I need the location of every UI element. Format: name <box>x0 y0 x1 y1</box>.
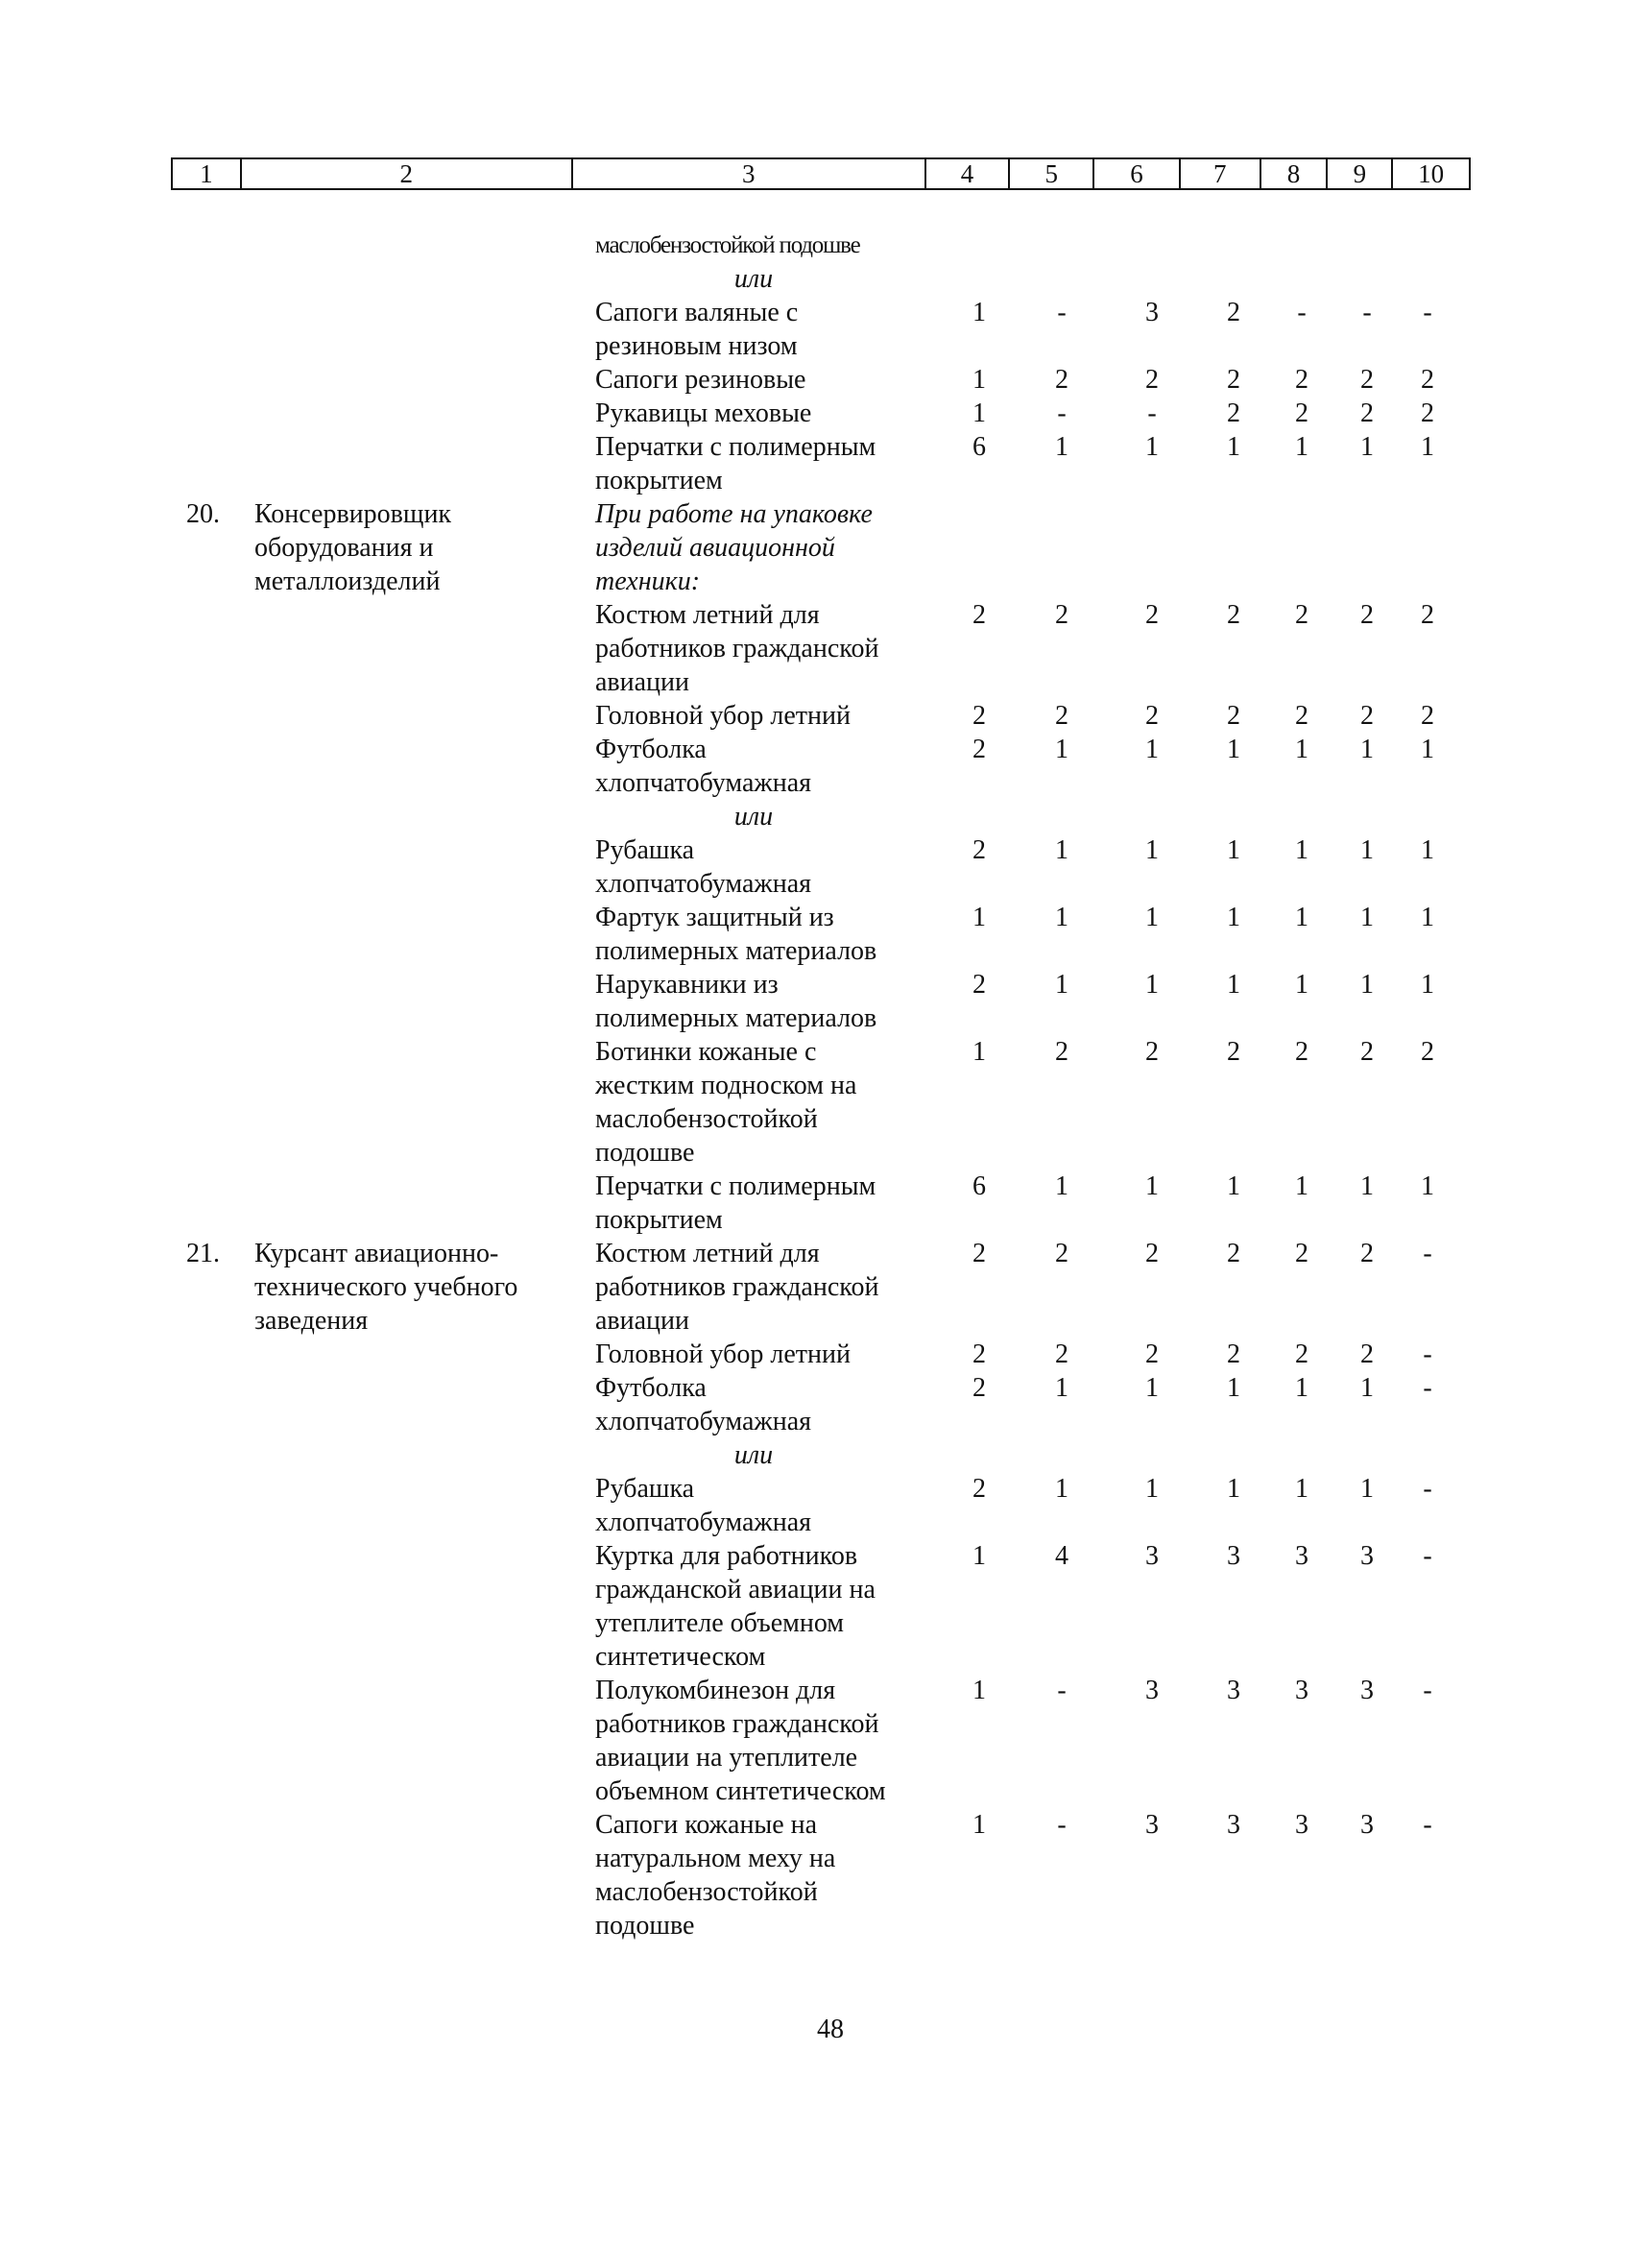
value-col-9: 2 <box>1360 1239 1374 1268</box>
item-name-line: хлопчатобумажная <box>595 869 812 899</box>
value-col-4: 1 <box>972 365 986 395</box>
header-col-3: 3 <box>573 159 926 188</box>
value-col-9: 2 <box>1360 365 1374 395</box>
value-col-9: 1 <box>1360 1474 1374 1504</box>
item-name-line: утеплителе объемном <box>595 1608 845 1638</box>
value-col-6: 2 <box>1145 365 1159 395</box>
value-col-6: 1 <box>1145 735 1159 764</box>
value-col-9: 1 <box>1360 432 1374 462</box>
item-name-line: техники: <box>595 567 701 596</box>
item-name-line: покрытием <box>595 1205 723 1235</box>
value-col-7: 1 <box>1227 1474 1240 1504</box>
value-col-9: 2 <box>1360 600 1374 630</box>
value-col-5: - <box>1057 1810 1067 1840</box>
item-name-line: авиации <box>595 667 690 697</box>
value-col-10: 1 <box>1421 903 1434 932</box>
item-name-line: гражданской авиации на <box>595 1575 876 1604</box>
value-col-4: 1 <box>972 298 986 327</box>
value-col-6: 3 <box>1145 1810 1159 1840</box>
item-name-line: объемном синтетическом <box>595 1776 886 1806</box>
value-col-4: 2 <box>972 1474 986 1504</box>
item-name-line: Сапоги кожаные на <box>595 1810 818 1840</box>
item-name-line: натуральном меху на <box>595 1844 836 1873</box>
value-col-6: 3 <box>1145 1541 1159 1571</box>
value-col-8: 2 <box>1295 1239 1308 1268</box>
value-col-5: 1 <box>1055 1474 1068 1504</box>
value-col-9: 3 <box>1360 1810 1374 1840</box>
value-col-5: 1 <box>1055 903 1068 932</box>
value-col-6: 2 <box>1145 1239 1159 1268</box>
value-col-5: - <box>1057 1676 1067 1705</box>
value-col-8: 2 <box>1295 398 1308 428</box>
profession-line: металлоизделий <box>254 567 441 596</box>
value-col-10: - <box>1423 1239 1432 1268</box>
value-col-8: 1 <box>1295 1171 1308 1201</box>
profession-line: Курсант авиационно- <box>254 1239 499 1268</box>
value-col-5: 1 <box>1055 1171 1068 1201</box>
value-col-10: 2 <box>1421 398 1434 428</box>
item-name-line: изделий авиационной <box>595 533 835 563</box>
value-col-8: - <box>1297 298 1307 327</box>
item-name-line: авиации на утеплителе <box>595 1743 858 1773</box>
item-name-line: Нарукавники из <box>595 970 779 1000</box>
value-col-4: 1 <box>972 1541 986 1571</box>
value-col-5: 2 <box>1055 701 1068 731</box>
value-col-5: 1 <box>1055 1373 1068 1403</box>
item-name-line: Головной убор летний <box>595 701 851 731</box>
value-col-5: 1 <box>1055 835 1068 865</box>
value-col-4: 2 <box>972 970 986 1000</box>
value-col-4: 1 <box>972 1037 986 1067</box>
value-col-4: 1 <box>972 1810 986 1840</box>
value-col-5: 2 <box>1055 600 1068 630</box>
header-col-8: 8 <box>1261 159 1329 188</box>
value-col-7: 2 <box>1227 1239 1240 1268</box>
value-col-7: 1 <box>1227 1373 1240 1403</box>
item-name-line: покрытием <box>595 466 723 495</box>
value-col-6: 1 <box>1145 1474 1159 1504</box>
value-col-7: 3 <box>1227 1810 1240 1840</box>
header-col-7: 7 <box>1181 159 1261 188</box>
value-col-8: 3 <box>1295 1676 1308 1705</box>
item-name-line: Ботинки кожаные с <box>595 1037 817 1067</box>
value-col-7: 2 <box>1227 600 1240 630</box>
value-col-6: 1 <box>1145 1171 1159 1201</box>
value-col-9: 2 <box>1360 1037 1374 1067</box>
item-name-line: Перчатки с полимерным <box>595 432 876 462</box>
item-name-line: Перчатки с полимерным <box>595 1171 876 1201</box>
value-col-9: - <box>1362 298 1372 327</box>
value-col-7: 2 <box>1227 298 1240 327</box>
value-col-6: 1 <box>1145 432 1159 462</box>
value-col-8: 2 <box>1295 600 1308 630</box>
value-col-7: 1 <box>1227 432 1240 462</box>
value-col-8: 1 <box>1295 903 1308 932</box>
item-name-line: полимерных материалов <box>595 1003 877 1033</box>
value-col-9: 2 <box>1360 398 1374 428</box>
value-col-4: 2 <box>972 701 986 731</box>
value-col-5: 1 <box>1055 735 1068 764</box>
profession-line: технического учебного <box>254 1272 518 1302</box>
item-name-line: маслобензостойкой <box>595 1104 818 1134</box>
value-col-6: 3 <box>1145 298 1159 327</box>
item-name-line: хлопчатобумажная <box>595 1407 812 1436</box>
header-col-5: 5 <box>1010 159 1094 188</box>
value-col-6: 3 <box>1145 1676 1159 1705</box>
value-col-4: 6 <box>972 432 986 462</box>
value-col-7: 2 <box>1227 1037 1240 1067</box>
item-name-line: подошве <box>595 1138 695 1168</box>
value-col-9: 2 <box>1360 1339 1374 1369</box>
value-col-4: 1 <box>972 398 986 428</box>
value-col-10: 1 <box>1421 970 1434 1000</box>
profession-line: оборудования и <box>254 533 434 563</box>
value-col-4: 2 <box>972 835 986 865</box>
header-col-9: 9 <box>1328 159 1393 188</box>
header-col-10: 10 <box>1418 158 1445 188</box>
item-name-line: Головной убор летний <box>595 1339 851 1369</box>
value-col-9: 3 <box>1360 1541 1374 1571</box>
item-name-line: Сапоги резиновые <box>595 365 806 395</box>
value-col-4: 2 <box>972 600 986 630</box>
value-col-6: 1 <box>1145 903 1159 932</box>
value-col-8: 1 <box>1295 835 1308 865</box>
value-col-8: 1 <box>1295 970 1308 1000</box>
value-col-7: 1 <box>1227 903 1240 932</box>
value-col-7: 2 <box>1227 701 1240 731</box>
item-name-line: Футболка <box>595 1373 707 1403</box>
item-name-line: жестким подноском на <box>595 1071 857 1100</box>
value-col-7: 2 <box>1227 365 1240 395</box>
value-col-5: - <box>1057 298 1067 327</box>
value-col-5: 2 <box>1055 1037 1068 1067</box>
value-col-4: 2 <box>972 1239 986 1268</box>
value-col-10: 2 <box>1421 1037 1434 1067</box>
value-col-9: 2 <box>1360 701 1374 731</box>
value-col-4: 2 <box>972 735 986 764</box>
value-col-4: 2 <box>972 1339 986 1369</box>
value-col-9: 1 <box>1360 970 1374 1000</box>
or-label: или <box>733 802 774 832</box>
value-col-10: 2 <box>1421 600 1434 630</box>
value-col-7: 1 <box>1227 1171 1240 1201</box>
item-name-line: полимерных материалов <box>595 936 877 966</box>
value-col-5: - <box>1057 398 1067 428</box>
value-col-4: 2 <box>972 1373 986 1403</box>
value-col-6: 2 <box>1145 600 1159 630</box>
item-name-line: работников гражданской <box>595 1272 879 1302</box>
value-col-10: 1 <box>1421 735 1434 764</box>
header-col-6: 6 <box>1094 159 1181 188</box>
value-col-10: - <box>1423 1810 1432 1840</box>
item-name-line: синтетическом <box>595 1642 766 1672</box>
value-col-5: 2 <box>1055 1239 1068 1268</box>
value-col-10: 1 <box>1421 432 1434 462</box>
value-col-7: 2 <box>1227 398 1240 428</box>
page-number: 48 <box>817 2015 844 2044</box>
item-name-line: Рубашка <box>595 1474 695 1504</box>
value-col-9: 1 <box>1360 835 1374 865</box>
item-name-line: хлопчатобумажная <box>595 1508 812 1537</box>
value-col-10: - <box>1423 1541 1432 1571</box>
item-name-line: маслобензостойкой <box>595 1877 818 1907</box>
item-name-line: При работе на упаковке <box>595 499 873 529</box>
value-col-6: - <box>1147 398 1157 428</box>
header-col-1: 1 <box>173 159 242 188</box>
value-col-9: 1 <box>1360 735 1374 764</box>
item-name-line: работников гражданской <box>595 634 879 664</box>
or-label: или <box>733 1440 774 1470</box>
item-name-line: Костюм летний для <box>595 1239 820 1268</box>
value-col-10: 2 <box>1421 701 1434 731</box>
item-name-line: хлопчатобумажная <box>595 768 812 798</box>
value-col-6: 2 <box>1145 1339 1159 1369</box>
item-name-line: Рукавицы меховые <box>595 398 812 428</box>
value-col-7: 3 <box>1227 1541 1240 1571</box>
value-col-8: 1 <box>1295 1373 1308 1403</box>
value-col-8: 1 <box>1295 735 1308 764</box>
item-name-line: маслобензостойкой подошве <box>595 232 860 258</box>
item-name-line: Сапоги валяные с <box>595 298 799 327</box>
value-col-10: - <box>1423 1474 1432 1504</box>
row-number: 21. <box>186 1239 220 1268</box>
profession-line: Консервировщик <box>254 499 452 529</box>
value-col-4: 1 <box>972 903 986 932</box>
item-name-line: Фартук защитный из <box>595 903 834 932</box>
value-col-8: 1 <box>1295 1474 1308 1504</box>
value-col-6: 2 <box>1145 701 1159 731</box>
value-col-9: 3 <box>1360 1676 1374 1705</box>
value-col-7: 1 <box>1227 835 1240 865</box>
or-label: или <box>733 264 774 294</box>
value-col-10: 1 <box>1421 1171 1434 1201</box>
value-col-7: 2 <box>1227 1339 1240 1369</box>
value-col-9: 1 <box>1360 903 1374 932</box>
value-col-8: 1 <box>1295 432 1308 462</box>
value-col-9: 1 <box>1360 1373 1374 1403</box>
value-col-5: 2 <box>1055 1339 1068 1369</box>
value-col-5: 2 <box>1055 365 1068 395</box>
value-col-7: 3 <box>1227 1676 1240 1705</box>
value-col-7: 1 <box>1227 970 1240 1000</box>
value-col-7: 1 <box>1227 735 1240 764</box>
value-col-8: 2 <box>1295 1037 1308 1067</box>
item-name-line: Футболка <box>595 735 707 764</box>
value-col-10: - <box>1423 1339 1432 1369</box>
value-col-6: 2 <box>1145 1037 1159 1067</box>
value-col-5: 1 <box>1055 970 1068 1000</box>
value-col-10: 2 <box>1421 365 1434 395</box>
item-name-line: Полукомбинезон для <box>595 1676 836 1705</box>
value-col-8: 2 <box>1295 701 1308 731</box>
header-col-2: 2 <box>242 159 573 188</box>
row-number: 20. <box>186 499 220 529</box>
item-name-line: работников гражданской <box>595 1709 879 1739</box>
value-col-5: 4 <box>1055 1541 1068 1571</box>
value-col-5: 1 <box>1055 432 1068 462</box>
column-number-header <box>171 157 1471 190</box>
value-col-9: 1 <box>1360 1171 1374 1201</box>
value-col-4: 6 <box>972 1171 986 1201</box>
profession-line: заведения <box>254 1306 369 1336</box>
value-col-8: 3 <box>1295 1541 1308 1571</box>
item-name-line: Рубашка <box>595 835 695 865</box>
value-col-8: 2 <box>1295 1339 1308 1369</box>
value-col-6: 1 <box>1145 1373 1159 1403</box>
value-col-10: - <box>1423 298 1432 327</box>
item-name-line: Куртка для работников <box>595 1541 858 1571</box>
value-col-4: 1 <box>972 1676 986 1705</box>
value-col-10: 1 <box>1421 835 1434 865</box>
item-name-line: Костюм летний для <box>595 600 820 630</box>
value-col-8: 2 <box>1295 365 1308 395</box>
header-col-4: 4 <box>926 159 1011 188</box>
value-col-8: 3 <box>1295 1810 1308 1840</box>
value-col-6: 1 <box>1145 970 1159 1000</box>
value-col-10: - <box>1423 1373 1432 1403</box>
item-name-line: резиновым низом <box>595 331 798 361</box>
item-name-line: подошве <box>595 1911 695 1941</box>
item-name-line: авиации <box>595 1306 690 1336</box>
value-col-6: 1 <box>1145 835 1159 865</box>
value-col-10: - <box>1423 1676 1432 1705</box>
